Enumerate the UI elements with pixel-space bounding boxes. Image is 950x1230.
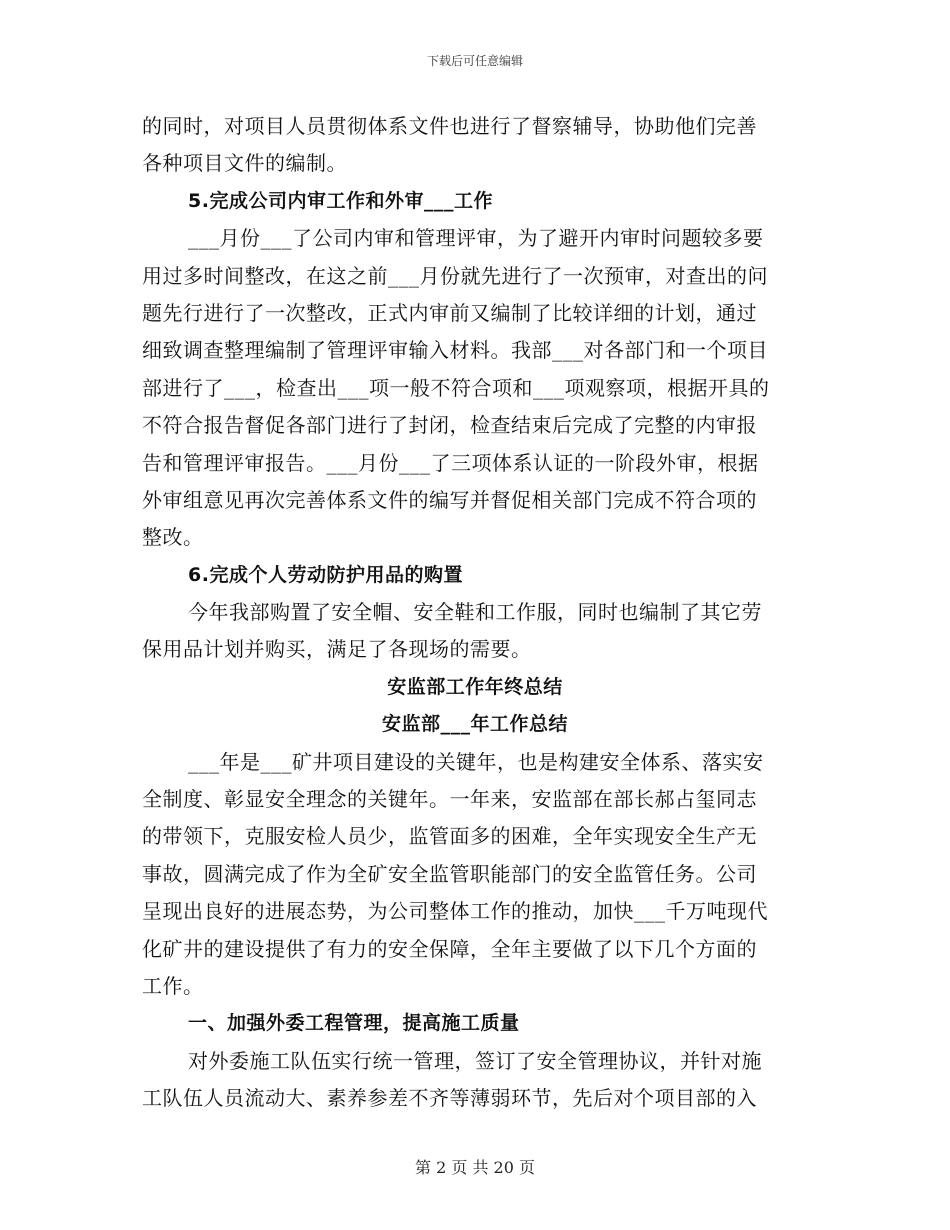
body-line: 的带领下，克服安检人员少，监管面多的困难，全年实现安全生产无 <box>142 824 757 849</box>
body-line: 全制度、彰显安全理念的关键年。一年来，安监部在部长郝占玺同志 <box>142 787 757 812</box>
body-line: 部进行了___，检查出___项一般不符合项和___项观察项，根据开具的 <box>142 375 770 400</box>
page-number: 第 2 页 共 20 页 <box>415 1158 535 1177</box>
body-line: 事故，圆满完成了作为全矿安全监管职能部门的安全监管任务。公司 <box>142 861 757 886</box>
body-line: 整改。 <box>142 525 204 550</box>
page-header-note: 下载后可任意编辑 <box>426 54 523 68</box>
body-line: 各种项目文件的编制。 <box>142 151 347 176</box>
section-heading: 一、加强外委工程管理，提高施工质量 <box>188 1012 520 1035</box>
body-line: 保用品计划并购买，满足了各现场的需要。 <box>142 637 532 662</box>
body-line: 呈现出良好的进展态势，为公司整体工作的推动，加快___千万吨现代 <box>142 899 768 924</box>
document-title: 安监部工作年终总结 <box>387 675 563 698</box>
body-line: ___年是___矿井项目建设的关键年，也是构建安全体系、落实安 <box>188 749 764 774</box>
section-heading: 5.完成公司内审工作和外审___工作 <box>188 189 493 212</box>
body-line: 对外委施工队伍实行统一管理，签订了安全管理协议，并针对施 <box>188 1048 762 1073</box>
body-line: 用过多时间整改，在这之前___月份就先进行了一次预审，对查出的问 <box>142 263 768 288</box>
document-body <box>142 108 808 1118</box>
body-line: 不符合报告督促各部门进行了封闭，检查结束后完成了完整的内审报 <box>142 413 757 438</box>
body-line: 告和管理评审报告。___月份___了三项体系认证的一阶段外审，根据 <box>142 450 759 475</box>
body-line: 外审组意见再次完善体系文件的编写并督促相关部门完成不符合项的 <box>142 487 757 512</box>
section-heading: 6.完成个人劳动防护用品的购置 <box>188 563 463 586</box>
body-line: 工队伍人员流动大、素养参差不齐等薄弱环节，先后对个项目部的入 <box>142 1086 757 1111</box>
body-line: 细致调查整理编制了管理评审输入材料。我部___对各部门和一个项目 <box>142 338 768 363</box>
body-line: 工作。 <box>142 973 204 998</box>
document-subtitle: 安监部___年工作总结 <box>381 713 568 736</box>
body-line: 今年我部购置了安全帽、安全鞋和工作服，同时也编制了其它劳 <box>188 600 762 625</box>
body-line: 化矿井的建设提供了有力的安全保障，全年主要做了以下几个方面的 <box>142 936 757 961</box>
body-line: 的同时，对项目人员贯彻体系文件也进行了督察辅导，协助他们完善 <box>142 114 757 138</box>
body-line: ___月份___了公司内审和管理评审，为了避开内审时问题较多要 <box>188 226 764 251</box>
body-line: 题先行进行了一次整改，正式内审前又编制了比较详细的计划，通过 <box>142 300 757 325</box>
